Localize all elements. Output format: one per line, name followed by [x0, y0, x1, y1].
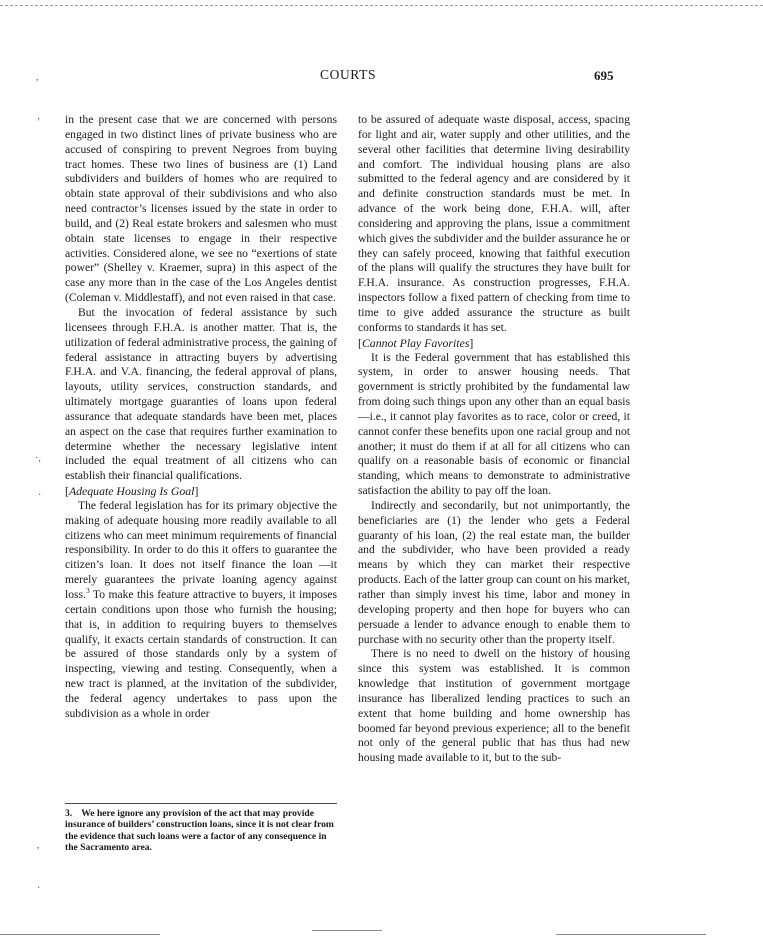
paragraph: to be assured of adequate waste disposal, access, spacing for light and air, water supply and other utilities, and the several other facilities that determine living desirability and comfort. The individual housing plans are also submitted to the federal agency and are considered by it and definite construction standards must be met. In advance of the work being done, F.H.A. will, after considering and approving the plans, issue a commitment which gives the subdivider and the builder assurance he or they can safely proceed, knowing that faithful execution of the plans will qualify the structures they have built for F.H.A. insurance. As construction progresses, F.H.A. inspectors follow a fixed pattern of checking from time to time to give added assurance the structure as built conforms to standards it has set. [358, 113, 630, 334]
subhead-text: Cannot Play Favorites [361, 335, 470, 350]
left-column [65, 113, 337, 722]
footnote-number: 3. [65, 808, 73, 819]
scan-artifact [556, 934, 706, 935]
paragraph: It is the Federal government that has established this system, in order to answer housing needs. That government is strictly prohibited by the fundamental law from doing such things upon any other than an equal basis—i.e., it cannot play favorites as to race, color or creed, it cannot confer these benefits upon one racial group and not another; it must do them if at all for all citizens who can qualify on a reasonable basis of economic or financial standing, which means to demonstrate to administrative satisfaction the ability to pay off the loan. [358, 350, 630, 498]
margin-mark: · [37, 883, 41, 894]
paragraph [65, 499, 337, 722]
scan-artifact [312, 930, 382, 931]
paragraph: But the invocation of federal assistance by such licensees through F.H.A. is another matter. That is, the utilization of federal administrative process, the gaining of federal assistance in attracting buyers by advertising F.H.A. and V.A. financing, the federal approval of plans, layouts, utility services, construction standards, and ultimately mortgage guaranties of loans upon federal assurance that adequate standards have been met, places an aspect on the case that requires further examination to determine whether the necessary legislative intent included the equal treatment of all citizens who can establish their financial qualifications. [65, 305, 337, 483]
running-head [0, 67, 763, 87]
footnote-ref: 3 [85, 586, 90, 596]
subhead-text: Adequate Housing Is Goal [68, 484, 195, 499]
footnote [65, 803, 337, 854]
paragraph-text: To make this feature attractive to buyers, it imposes certain conditions upon those who furnish the housing; that is, in addition to requiring buyers to themselves qualify, it exacts certain standards of construction. It can be assured of those standards only by a system of inspecting, viewing and testing. Consequently, when a new tract is planned, at the invitation of the subdivider, the federal agency undertakes to pass upon the subdivision as a whole in order [65, 588, 337, 720]
paragraph: Indirectly and secondarily, but not unimportantly, the beneficiaries are (1) the lender who gets a Federal guaranty of his loan, (2) the real estate man, the builder and the subdivider, who have been provided a ready means by which they can market their respective products. Each of the latter group can count on his market, rather than simply invest his time, labor and money in developing property and then hope for buyers who can persuade a lender to advance enough to enable them to purchase with no security other than the property itself. [358, 498, 630, 646]
margin-mark: , [36, 72, 39, 83]
scan-artifact [0, 934, 160, 935]
margin-mark: , [37, 840, 40, 851]
page-title: COURTS [320, 67, 377, 82]
margin-mark: · [38, 490, 42, 501]
page-number: 695 [594, 68, 614, 83]
top-scan-border [0, 5, 763, 6]
footnote-text: We here ignore any provision of the act that may provide insurance of builders’ construction loans, since it is not clear from the evidence that such loans were a factor of any consequence in the Sacramento area. [65, 808, 334, 854]
paragraph: in the present case that we are concerned with persons engaged in two distinct lines of private business who are accused of conspiring to prevent Negroes from buying tract homes. These two lines of business are (1) Land subdividers and builders of homes who are required to obtain state approval of their subdivisions and who also need contractor’s licenses issued by the state in order to build, and (2) Real estate brokers and salesmen who must obtain state licenses to engage in their respective activities. Considered alone, we see no “exertions of state power” (Shelley v. Kraemer, supra) in this aspect of the case any more than in the case of the Los Angeles dentist (Coleman v. Middlestaff), and not even raised in that case. [65, 113, 337, 305]
paragraph: There is no need to dwell on the history of housing since this system was established. It is common knowledge that institution of government mortgage insurance has liberalized lending practices to such an extent that home building and home ownership has boomed far beyond previous experience; all to the benefit not only of the general public that has thus had new housing made available to it, but to the sub- [358, 647, 630, 765]
paragraph-text: The federal legislation has for its primary objective the making of adequate housing more readily available to all citizens who can meet minimum requirements of financial responsibility. In order to do this it offers to guarantee the citizen’s loan. It does not itself finance the loan —it merely guarantees the private loaning agency against loss. [65, 498, 337, 601]
section-subhead: [Adequate Housing Is Goal] [65, 484, 199, 499]
right-column [358, 113, 630, 766]
section-subhead: [Cannot Play Favorites] [358, 335, 474, 350]
margin-mark: ·, [35, 453, 41, 464]
margin-mark: ’ [37, 117, 41, 128]
